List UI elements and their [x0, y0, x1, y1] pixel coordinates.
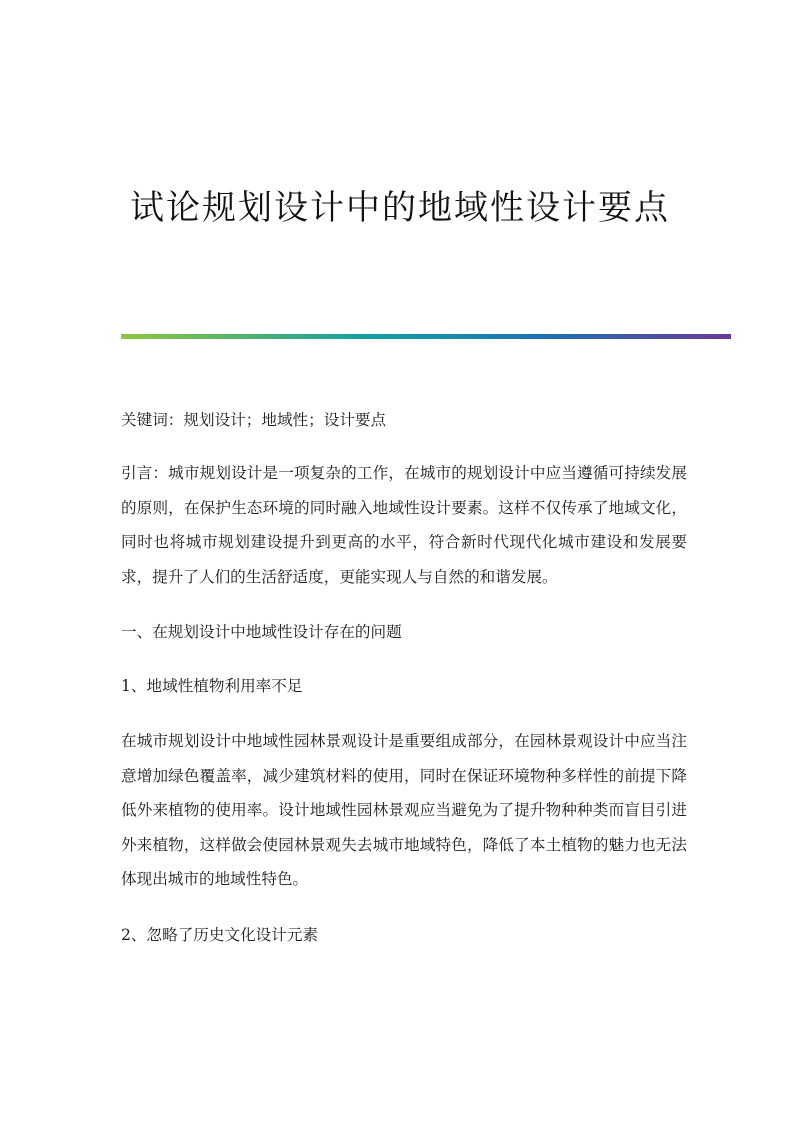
subsection-1-paragraph: 在城市规划设计中地域性园林景观设计是重要组成部分，在园林景观设计中应当注意增加绿色覆盖率，减少建筑材料的使用，同时在保证环境物种多样性的前提下降低外来植物的使用率。设计地域性园林景观应当避免为了提升物种种类而盲目引进外来植物，这样做会使园林景观失去城市地域特色，降低了本土植物的魅力也无法体现出城市的地域性特色。: [121, 732, 687, 888]
document-body: [121, 404, 687, 973]
title-divider: [121, 334, 731, 339]
intro-paragraph: 引言：城市规划设计是一项复杂的工作，在城市的规划设计中应当遵循可持续发展的原则，在保护生态环境的同时融入地域性设计要素。这样不仅传承了地域文化，同时也将城市规划建设提升到更高的水平，符合新时代现代化城市建设和发展要求，提升了人们的生活舒适度，更能实现人与自然的和谐发展。: [121, 464, 687, 586]
section-heading-1: 一、在规划设计中地域性设计存在的问题: [121, 623, 402, 641]
document-title: 试论规划设计中的地域性设计要点: [130, 188, 670, 228]
subsection-heading-1: 1、地域性植物利用率不足: [121, 677, 303, 695]
keywords-line: 关键词：规划设计；地域性；设计要点: [121, 411, 387, 429]
subsection-heading-2: 2、忽略了历史文化设计元素: [121, 925, 319, 944]
